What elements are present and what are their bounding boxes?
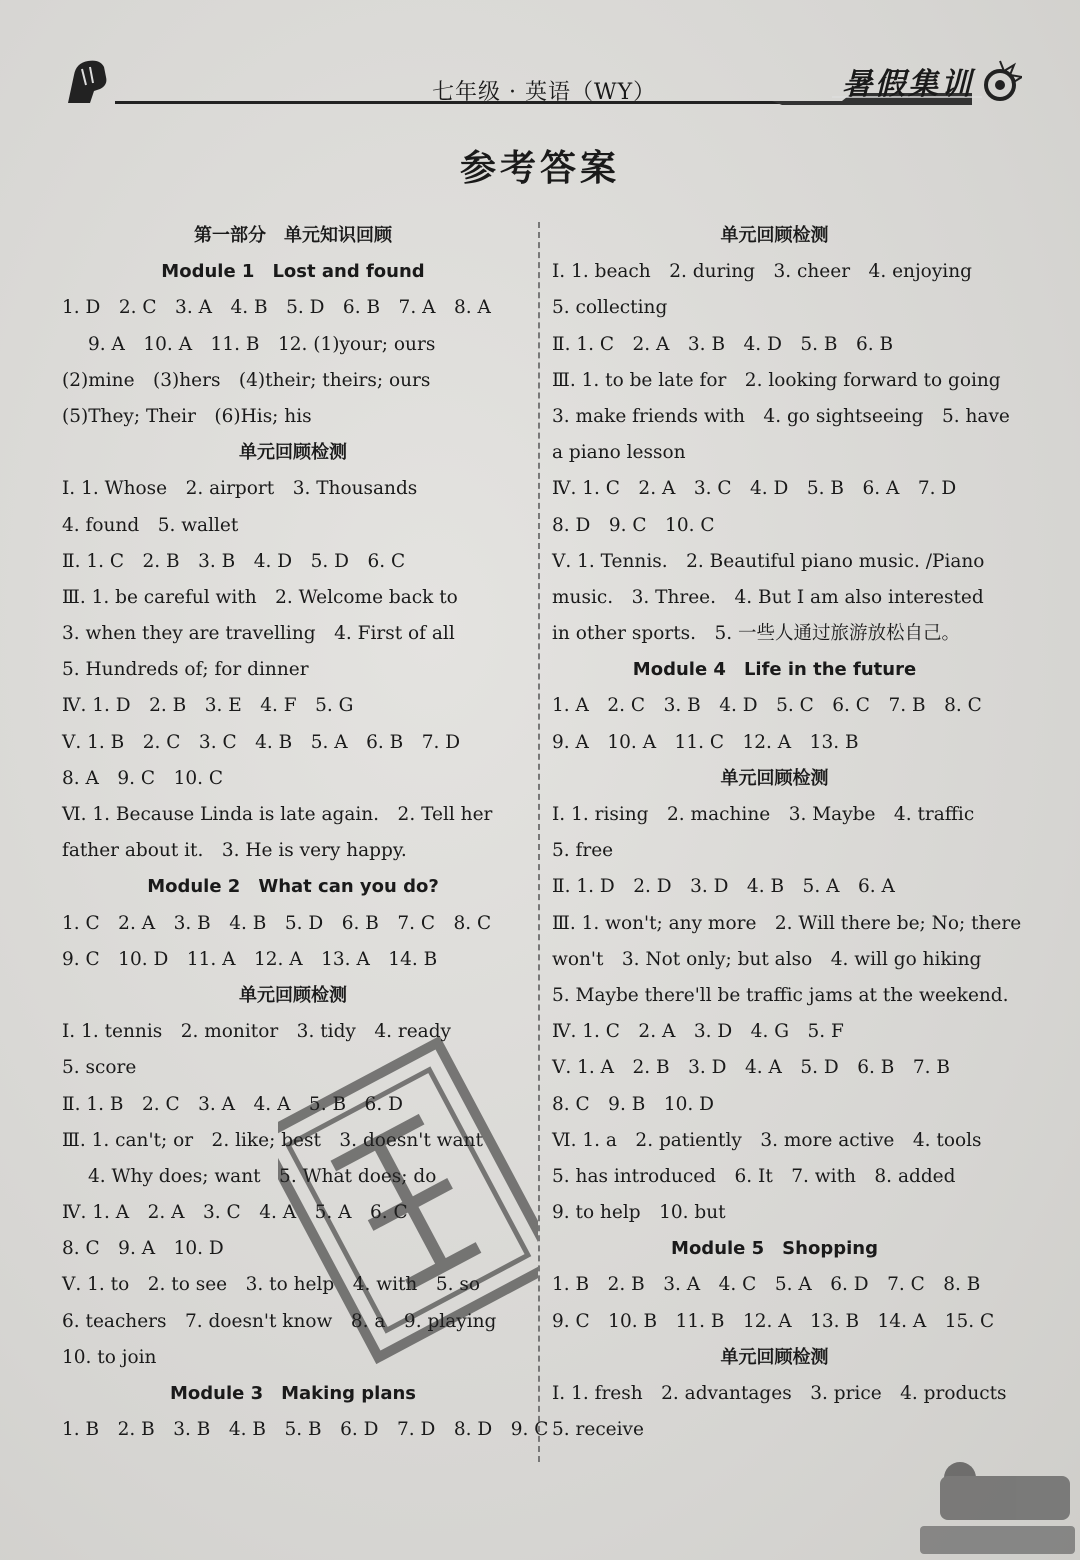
answer-line: 5. free [552, 840, 614, 862]
answer-line: Ⅰ. 1. rising 2. machine 3. Maybe 4. traffic [552, 804, 975, 825]
answer-line: Ⅲ. 1. be careful with 2. Welcome back to [62, 586, 458, 608]
answer-line: 1. B 2. B 3. A 4. C 5. A 6. D 7. C 8. B [552, 1274, 981, 1296]
answer-line: Ⅲ. 1. to be late for 2. looking forward to going [552, 369, 1001, 391]
header-title: 七年级 · 英语（WY） [432, 80, 657, 105]
section-heading: Module 2 What can you do? [147, 876, 439, 898]
answer-line: Ⅳ. 1. D 2. B 3. E 4. F 5. G [62, 695, 354, 717]
answer-line: 1. B 2. B 3. B 4. B 5. B 6. D 7. D 8. D 9. C [62, 1419, 549, 1441]
answer-line: Ⅰ. 1. fresh 2. advantages 3. price 4. products [552, 1383, 1007, 1404]
section-heading: 单元回顾检测 [239, 442, 347, 464]
section-heading: 单元回顾检测 [239, 984, 347, 1006]
answer-line: (2)mine (3)hers (4)their; theirs; ours [62, 369, 431, 391]
answer-line: Ⅰ. 1. Whose 2. airport 3. Thousands [62, 478, 418, 500]
page-title: 参考答案 [459, 147, 620, 189]
column-divider [538, 222, 540, 1462]
answer-line: 3. when they are travelling 4. First of all [62, 623, 455, 645]
answer-line: 9. A 10. A 11. B 12. (1)your; ours [88, 333, 436, 355]
answer-line: won't 3. Not only; but also 4. will go hiking [552, 948, 982, 970]
answer-line: Ⅳ. 1. C 2. A 3. C 4. D 5. B 6. A 7. D [552, 478, 957, 500]
answer-line: Ⅱ. 1. C 2. A 3. B 4. D 5. B 6. B [552, 333, 894, 355]
section-heading: 单元回顾检测 [720, 767, 829, 789]
answer-line: Ⅵ. 1. Because Linda is late again. 2. Tell her [62, 804, 493, 825]
section-heading: 第一部分 单元知识回顾 [194, 225, 392, 246]
answer-line: Ⅴ. 1. A 2. B 3. D 4. A 5. D 6. B 7. B [552, 1057, 951, 1079]
answer-line: 9. C 10. B 11. B 12. A 13. B 14. A 15. C [552, 1310, 995, 1332]
answer-line: 4. Why does; want 5. What does; do [88, 1165, 437, 1187]
answer-line: Ⅲ. 1. won't; any more 2. Will there be; No; there [552, 912, 1022, 934]
answer-line: in other sports. 5. 一些人通过旅游放松自己。 [552, 623, 961, 645]
section-heading: 单元回顾检测 [720, 225, 829, 246]
section-heading: Module 4 Life in the future [632, 659, 917, 681]
section-heading: Module 3 Making plans [169, 1383, 417, 1404]
answer-line: 5. Maybe there'll be traffic jams at the weekend. [552, 984, 1009, 1006]
answer-line: 8. D 9. C 10. C [552, 514, 715, 536]
answer-line: 8. A 9. C 10. C [62, 767, 224, 789]
answer-line: Ⅱ. 1. C 2. B 3. B 4. D 5. D 6. C [62, 550, 406, 572]
answer-line: 5. Hundreds of; for dinner [62, 659, 309, 681]
answer-line: Ⅴ. 1. to 2. to see 3. to help 4. with 5. so [62, 1274, 481, 1296]
section-heading: Module 1 Lost and found [161, 261, 425, 283]
answer-line: Ⅱ. 1. B 2. C 3. A 4. A 5. B 6. D [62, 1093, 403, 1115]
answer-line: 9. to help 10. but [552, 1202, 726, 1224]
answer-line: Ⅳ. 1. C 2. A 3. D 4. G 5. F [552, 1021, 844, 1043]
answer-line: 1. A 2. C 3. B 4. D 5. C 6. C 7. B 8. C [552, 695, 982, 717]
answer-line: Ⅳ. 1. A 2. A 3. C 4. A 5. A 6. C [62, 1202, 408, 1224]
answer-line: 8. C 9. A 10. D [62, 1238, 224, 1260]
answer-line: Ⅴ. 1. Tennis. 2. Beautiful piano music. /Piano [552, 550, 985, 572]
fist-icon [60, 55, 120, 107]
answer-line: 5. receive [552, 1419, 644, 1441]
answer-line: 4. found 5. wallet [62, 514, 239, 536]
corner-watermark-logo-icon [880, 1448, 1080, 1560]
answer-line: 1. D 2. C 3. A 4. B 5. D 6. B 7. A 8. A [62, 297, 491, 319]
section-heading: 单元回顾检测 [720, 1346, 829, 1368]
answer-line: 9. C 10. D 11. A 12. A 13. A 14. B [62, 948, 438, 970]
answer-line: music. 3. Three. 4. But I am also interested [552, 586, 984, 608]
answer-line: 5. has introduced 6. It 7. with 8. added [552, 1165, 956, 1187]
answer-line: a piano lesson [552, 442, 686, 464]
right-column [552, 218, 1022, 1448]
answer-line: 8. C 9. B 10. D [552, 1093, 714, 1115]
answer-line: Ⅲ. 1. can't; or 2. like; best 3. doesn't want [62, 1129, 483, 1151]
answer-line: 5. collecting [552, 297, 668, 319]
header-brand: 暑假集训 [842, 67, 974, 102]
answer-line: father about it. 3. He is very happy. [62, 840, 407, 862]
answer-line: Ⅱ. 1. D 2. D 3. D 4. B 5. A 6. A [552, 876, 895, 898]
answer-line: 5. score [62, 1057, 137, 1079]
answer-line: 3. make friends with 4. go sightseeing 5. have [552, 405, 1010, 427]
answer-line: (5)They; Their (6)His; his [62, 405, 312, 427]
answer-line: 6. teachers 7. doesn't know 8. a 9. playing [62, 1310, 497, 1332]
answer-line: Ⅴ. 1. B 2. C 3. C 4. B 5. A 6. B 7. D [62, 731, 461, 753]
answer-line: Ⅵ. 1. a 2. patiently 3. more active 4. tools [552, 1129, 982, 1151]
answer-line: Ⅰ. 1. tennis 2. monitor 3. tidy 4. ready [62, 1021, 452, 1043]
answer-line: 9. A 10. A 11. C 12. A 13. B [552, 731, 859, 753]
page-header [60, 55, 1020, 115]
answer-line: 1. C 2. A 3. B 4. B 5. D 6. B 7. C 8. C [62, 912, 492, 934]
answer-line: Ⅰ. 1. beach 2. during 3. cheer 4. enjoying [552, 261, 972, 283]
watermark-stamp-icon [278, 1035, 538, 1365]
answer-line: 10. to join [62, 1346, 157, 1368]
section-heading: Module 5 Shopping [671, 1238, 878, 1260]
